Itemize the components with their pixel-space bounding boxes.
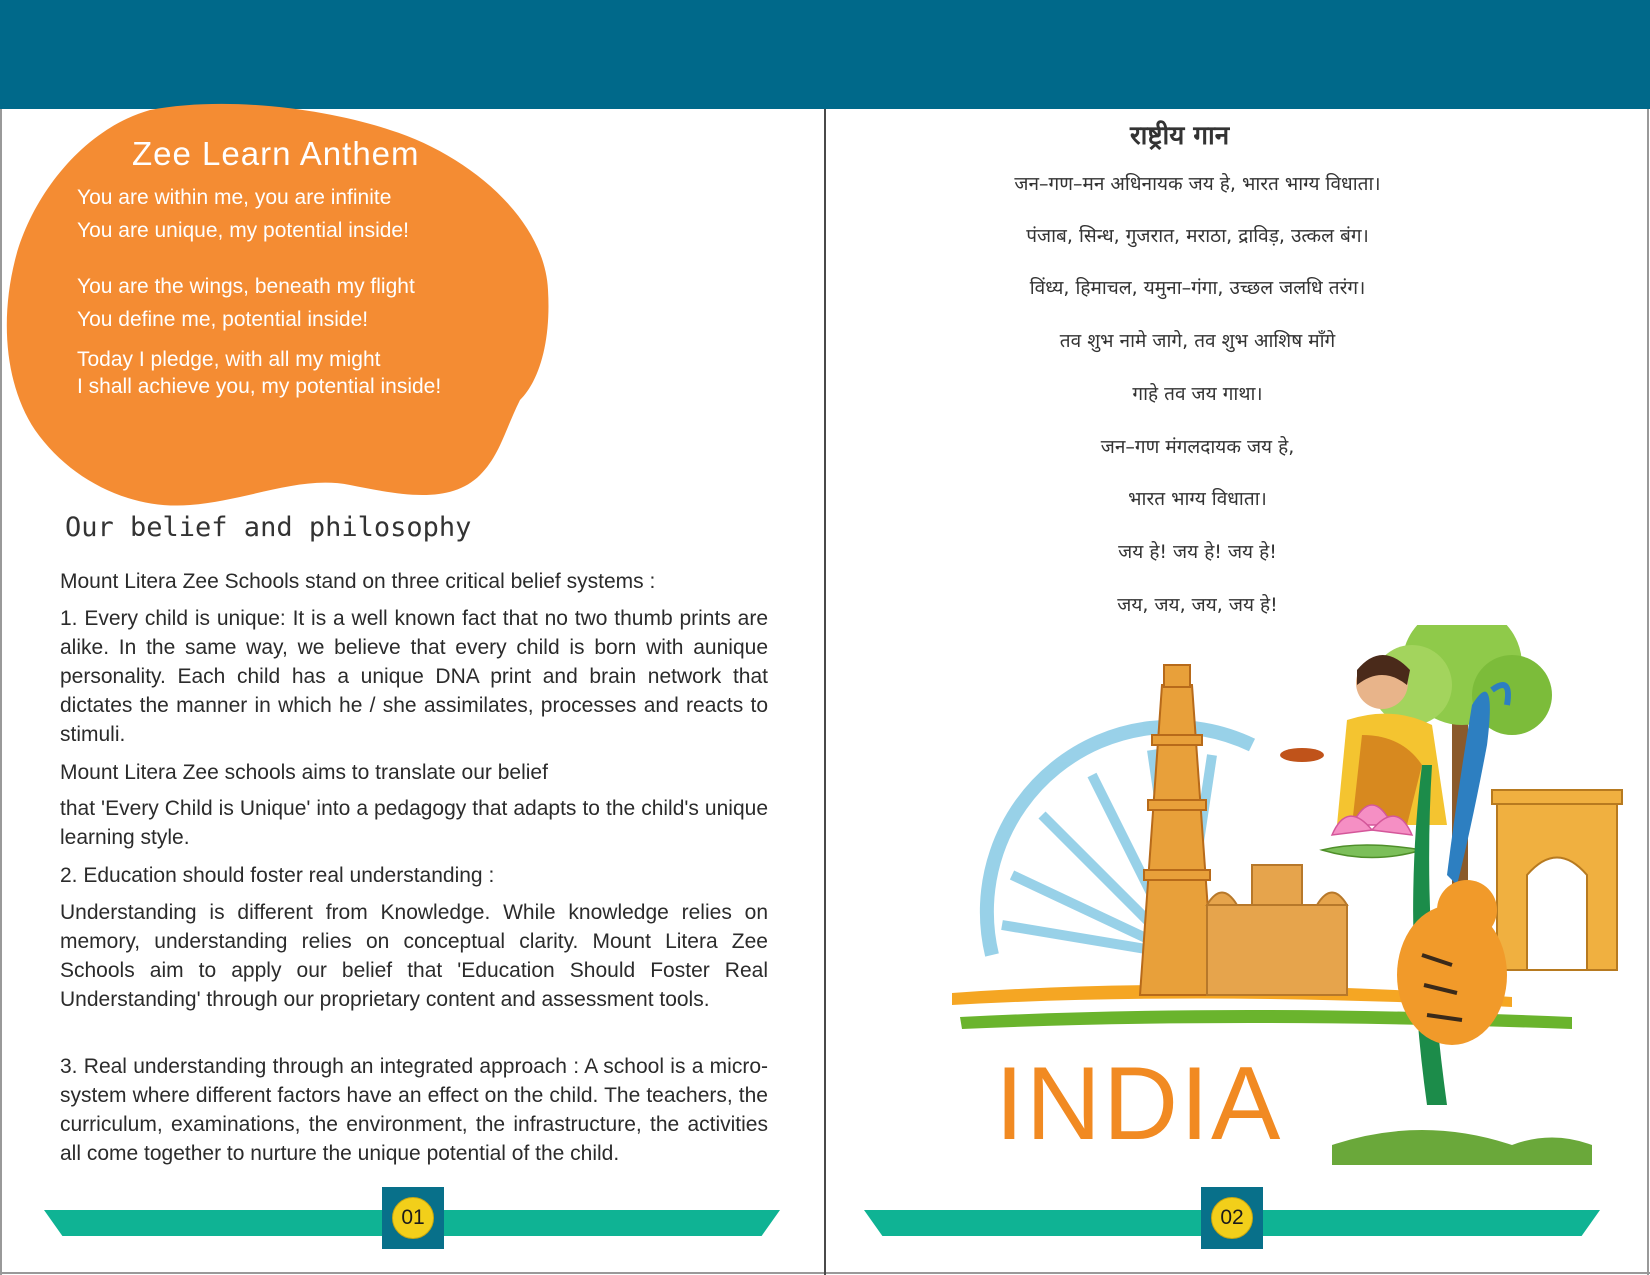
right-page-edge [1647,109,1649,1275]
page-number: 01 [392,1197,434,1239]
anthem-line: You are unique, my potential inside! [77,219,409,242]
national-anthem-line: तव शुभ नामे जागे, तव शुभ आशिष माँगे [1059,330,1336,352]
anthem-line: You are the wings, beneath my flight [77,275,415,298]
header-bar [0,0,1650,109]
page-number-badge [382,1187,444,1249]
belief-paragraph: Understanding is different from Knowledge. While knowledge relies on memory, understanding relies on conceptual clarity. Mount Litera Zee Schools aim to apply our belief that 'Education Should Foster Real Understanding' through our proprietary content and assessment tools. [60,901,768,1011]
page-spine-divider [824,109,826,1275]
india-word: INDIA [995,1046,1283,1162]
india-gate [1492,790,1622,970]
national-anthem-line: जन–गण–मन अधिनायक जय हे, भारत भाग्य विधाता। [1014,173,1381,195]
national-anthem-line: भारत भाग्य विधाता। [1128,488,1267,510]
anthem-title: Zee Learn Anthem [132,135,420,172]
red-fort [1207,865,1347,995]
belief-paragraph: 2. Education should foster real understanding : [60,864,495,887]
anthem-line: I shall achieve you, my potential inside! [77,375,442,398]
national-anthem-line: विंध्य, हिमाचल, यमुना–गंगा, उच्छल जलधि तरंग। [1029,277,1366,299]
belief-paragraph: 1. Every child is unique: It is a well known fact that no two thumb prints are alike. In the same way, we believe that every child is born with aunique personality. Each child has a unique DNA print and brain network that dictates the manner in which he / she assimilates, processes and reacts to stimuli. [60,607,768,746]
belief-paragraph: 3. Real understanding through an integrated approach : A school is a micro-system where different factors have an effect on the child. The teachers, the curriculum, examinations, the environment, the infrastructure, the activities all come together to nurture the unique potential of the child. [60,1055,768,1165]
national-anthem-line: जय, जय, जय, जय हे! [1117,594,1278,616]
national-anthem-line: जय हे! जय हे! जय हे! [1118,541,1277,563]
belief-paragraph: that 'Every Child is Unique' into a pedagogy that adapts to the child's unique learning style. [60,797,768,849]
national-anthem-line: गाहे तव जय गाथा। [1132,383,1263,405]
anthem-line: Today I pledge, with all my might [77,348,381,371]
national-anthem-line: पंजाब, सिन्ध, गुजरात, मराठा, द्राविड़, उत्कल बंग। [1026,225,1369,247]
belief-paragraph: Mount Litera Zee Schools stand on three critical belief systems : [60,570,656,593]
page-number: 02 [1211,1197,1253,1239]
grass [1332,1130,1592,1165]
national-anthem-line: जन–गण मंगलदायक जय हे, [1100,436,1295,458]
anthem-line: You are within me, you are infinite [77,186,392,209]
qutub-minar [1140,665,1214,995]
national-anthem-title: राष्ट्रीय गान [1130,121,1230,151]
anthem-line: You define me, potential inside! [77,308,369,331]
belief-paragraph: Mount Litera Zee schools aims to translate our belief [60,761,548,784]
page-number-badge [1201,1187,1263,1249]
belief-heading: Our belief and philosophy [65,512,472,543]
